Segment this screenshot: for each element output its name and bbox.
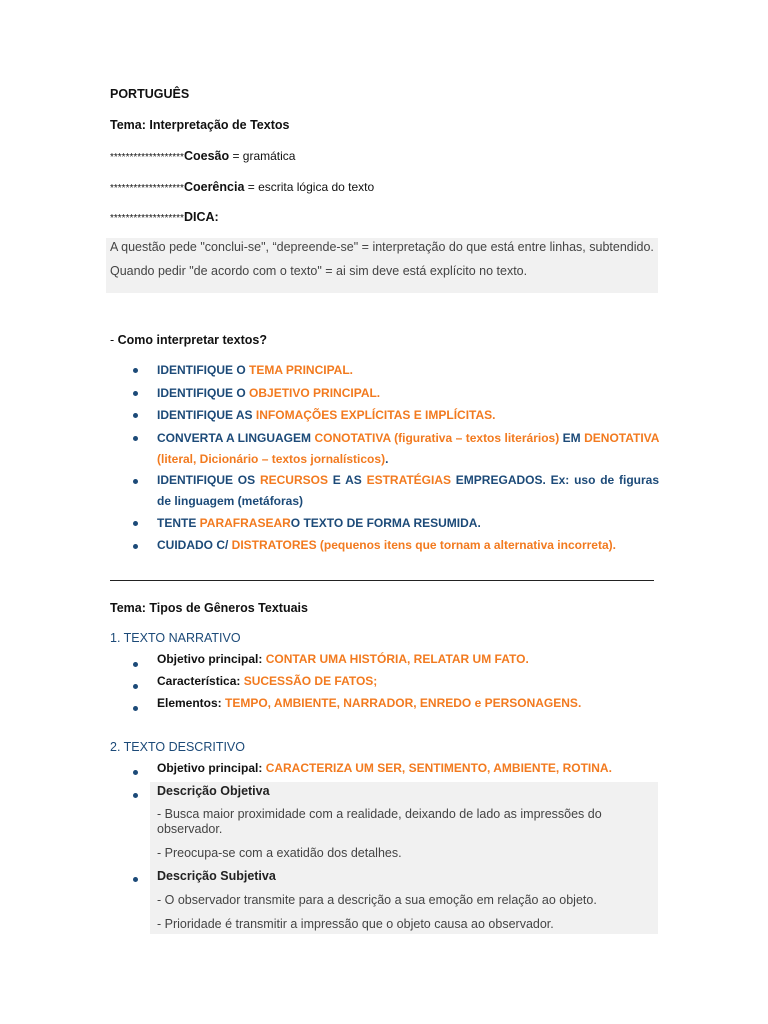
tip-highlight: INFOMAÇÕES EXPLÍCITAS E IMPLÍCITAS. <box>255 408 496 422</box>
bullet <box>133 793 138 798</box>
tip-highlight: PARAFRASEAR <box>199 516 291 530</box>
tip-item <box>157 383 659 404</box>
def-term: Coerência <box>183 180 245 194</box>
objetiva-p2: - Preocupa-se com a exatidão dos detalhes. <box>157 846 402 860</box>
tip-text: CONVERTA A LINGUAGEM <box>157 431 315 445</box>
item-label: Objetivo principal: <box>157 652 266 666</box>
bullet <box>133 436 138 441</box>
stars: ******************* <box>110 152 184 163</box>
tip-item <box>157 405 659 426</box>
tip-highlight: ESTRATÉGIAS <box>366 473 452 487</box>
dica-p2: Quando pedir "de acordo com o texto" = ai sim deve está explícito no texto. <box>110 264 528 278</box>
tip-text: . <box>385 452 389 466</box>
tip-highlight: DENOTATIVA <box>584 431 659 445</box>
tip-text: E AS <box>327 473 367 487</box>
tip-highlight: (literal, Dicionário – textos jornalísticos) <box>157 452 386 466</box>
item-value: TEMPO, AMBIENTE, NARRADOR, ENREDO e PERSONAGENS. <box>225 696 582 710</box>
tip-highlight: (pequenos itens que tornam a alternativa incorreta). <box>316 538 616 552</box>
tema2-heading: Tema: Tipos de Gêneros Textuais <box>110 601 308 615</box>
tip-item <box>157 513 659 534</box>
bullet <box>133 544 138 549</box>
tip-highlight: CONOTATIVA <box>314 431 391 445</box>
tip-highlight: OBJETIVO PRINCIPAL. <box>249 386 381 400</box>
como-interpretar <box>110 332 267 348</box>
stars: ******************* <box>110 213 184 224</box>
bullet <box>133 662 138 667</box>
bullet <box>133 479 138 484</box>
tip-text: TENTE <box>157 516 200 530</box>
def-rest: = gramática <box>229 149 296 163</box>
def-coesao <box>110 148 295 166</box>
bullet <box>133 391 138 396</box>
tip-item <box>157 470 659 512</box>
item-label: Característica: <box>157 674 244 688</box>
narrativo-item <box>157 671 659 692</box>
subject-title: PORTUGUÊS <box>110 87 190 101</box>
tip-text: IDENTIFIQUE OS <box>157 473 260 487</box>
def-term: DICA: <box>183 210 219 224</box>
tip-item <box>157 535 659 556</box>
subjetiva-p1: - O observador transmite para a descrição a sua emoção em relação ao objeto. <box>157 893 597 907</box>
tip-highlight: RECURSOS <box>259 473 328 487</box>
narrativo-item <box>157 649 659 670</box>
tip-highlight: TEMA PRINCIPAL. <box>249 363 354 377</box>
item-value: CARACTERIZA UM SER, SENTIMENTO, AMBIENTE, ROTINA. <box>265 761 612 775</box>
bullet <box>133 877 138 882</box>
tip-text: CUIDADO C/ <box>157 538 232 552</box>
stars: ******************* <box>110 183 184 194</box>
def-coerencia <box>110 179 374 197</box>
item-label: Elementos: <box>157 696 226 710</box>
narrativo-item <box>157 693 659 714</box>
tip-highlight: DISTRATORES <box>231 538 317 552</box>
bullet <box>133 368 138 373</box>
tip-text: IDENTIFIQUE O <box>157 386 250 400</box>
objetiva-title: Descrição Objetiva <box>157 784 270 798</box>
tip-text: IDENTIFIQUE AS <box>157 408 256 422</box>
narrativo-heading: 1. TEXTO NARRATIVO <box>110 631 241 645</box>
como-label: Como interpretar textos? <box>117 333 267 347</box>
bullet <box>133 684 138 689</box>
dica-block <box>106 238 658 293</box>
separator-line <box>110 580 654 581</box>
descritivo-objetivo <box>157 758 659 779</box>
item-value: CONTAR UMA HISTÓRIA, RELATAR UM FATO. <box>265 652 529 666</box>
tip-text: EMPREGADOS. Ex: uso de figuras de linguagem (metáforas) <box>157 473 660 508</box>
tip-text: EM <box>562 431 581 445</box>
subjetiva-title: Descrição Subjetiva <box>157 869 276 883</box>
def-term: Coesão <box>183 149 230 163</box>
tip-item <box>157 360 659 381</box>
tip-item <box>157 428 659 470</box>
bullet <box>133 521 138 526</box>
objetiva-p1: - Busca maior proximidade com a realidade, deixando de lado as impressões do observador. <box>157 807 602 836</box>
def-rest: = escrita lógica do texto <box>244 180 375 194</box>
descritivo-heading: 2. TEXTO DESCRITIVO <box>110 740 245 754</box>
subjetiva-p2: - Prioridade é transmitir a impressão que o objeto causa ao observador. <box>157 917 554 931</box>
def-dica <box>110 209 219 227</box>
tip-text: IDENTIFIQUE O <box>157 363 250 377</box>
tip-text: O TEXTO DE FORMA RESUMIDA. <box>290 516 481 530</box>
bullet <box>133 706 138 711</box>
bullet <box>133 413 138 418</box>
item-value: SUCESSÃO DE FATOS; <box>243 674 378 688</box>
bullet <box>133 770 138 775</box>
item-label: Objetivo principal: <box>157 761 266 775</box>
dica-p1: A questão pede "conclui-se", “depreende-se" = interpretação do que está entre linhas, subtendido. <box>110 240 654 254</box>
dash: - <box>110 333 118 347</box>
tip-highlight: (figurativa – textos literários) <box>390 431 563 445</box>
tema-heading: Tema: Interpretação de Textos <box>110 118 290 132</box>
